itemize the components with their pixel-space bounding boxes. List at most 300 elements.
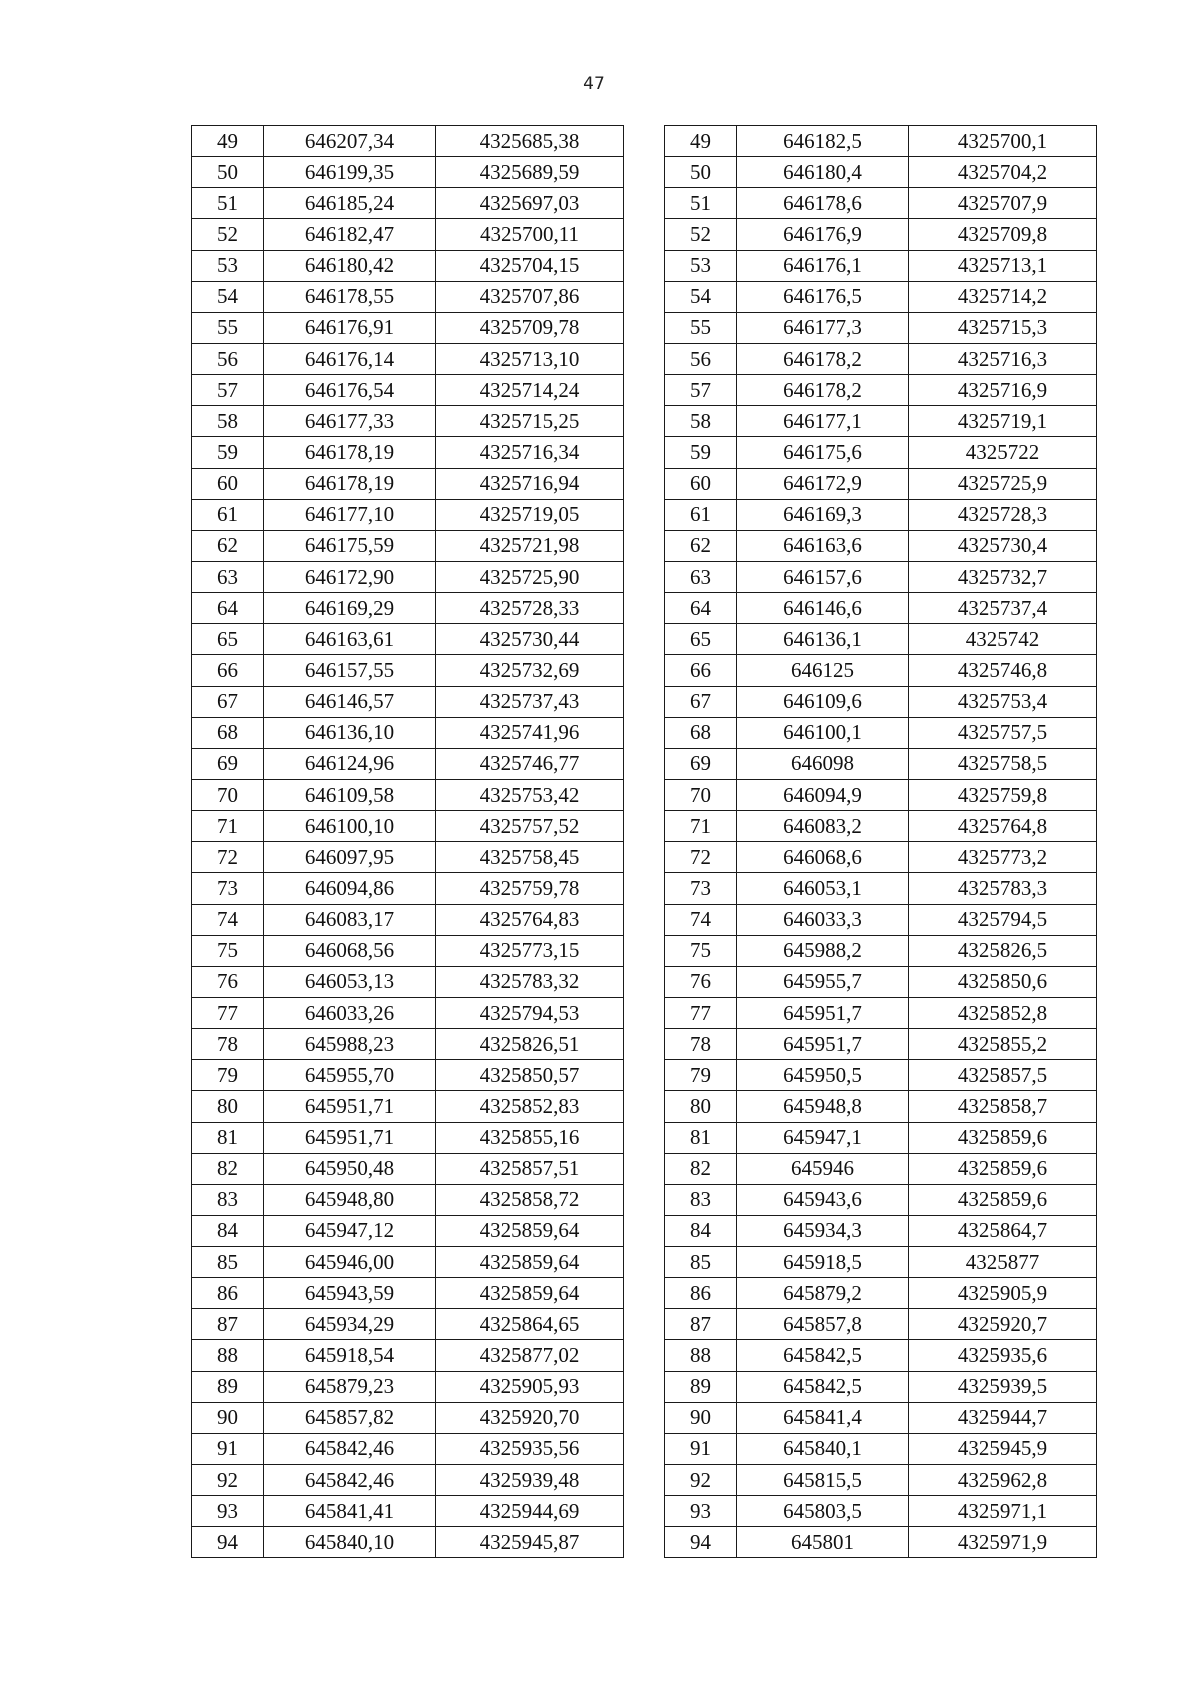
point-number-cell: 81	[665, 1122, 737, 1153]
point-number-cell: 51	[665, 188, 737, 219]
table-row	[665, 1496, 1097, 1527]
x-coordinate-cell: 645947,12	[264, 1215, 436, 1246]
right-coordinates-table	[664, 125, 1097, 1558]
point-number-cell: 74	[665, 904, 737, 935]
table-row	[192, 468, 624, 499]
table-row	[665, 811, 1097, 842]
point-number-cell: 89	[192, 1371, 264, 1402]
y-coordinate-cell: 4325858,72	[436, 1184, 624, 1215]
y-coordinate-cell: 4325715,3	[909, 312, 1097, 343]
y-coordinate-cell: 4325732,69	[436, 655, 624, 686]
point-number-cell: 53	[665, 250, 737, 281]
point-number-cell: 80	[665, 1091, 737, 1122]
y-coordinate-cell: 4325759,78	[436, 873, 624, 904]
x-coordinate-cell: 646177,3	[737, 312, 909, 343]
table-row	[192, 1527, 624, 1558]
point-number-cell: 75	[665, 935, 737, 966]
table-row	[192, 343, 624, 374]
point-number-cell: 94	[192, 1527, 264, 1558]
y-coordinate-cell: 4325709,8	[909, 219, 1097, 250]
y-coordinate-cell: 4325855,16	[436, 1122, 624, 1153]
point-number-cell: 60	[192, 468, 264, 499]
point-number-cell: 93	[665, 1496, 737, 1527]
point-number-cell: 49	[665, 126, 737, 157]
y-coordinate-cell: 4325700,1	[909, 126, 1097, 157]
table-row	[192, 1309, 624, 1340]
x-coordinate-cell: 646172,90	[264, 561, 436, 592]
table-row	[192, 312, 624, 343]
table-row	[665, 1309, 1097, 1340]
table-row	[192, 997, 624, 1028]
table-row	[665, 842, 1097, 873]
point-number-cell: 65	[665, 624, 737, 655]
table-row	[192, 842, 624, 873]
x-coordinate-cell: 646100,1	[737, 717, 909, 748]
table-row	[192, 1122, 624, 1153]
y-coordinate-cell: 4325971,9	[909, 1527, 1097, 1558]
table-row	[192, 1091, 624, 1122]
table-row	[665, 157, 1097, 188]
x-coordinate-cell: 645842,46	[264, 1465, 436, 1496]
point-number-cell: 85	[192, 1247, 264, 1278]
point-number-cell: 59	[665, 437, 737, 468]
x-coordinate-cell: 646180,4	[737, 157, 909, 188]
x-coordinate-cell: 646033,26	[264, 997, 436, 1028]
x-coordinate-cell: 645857,82	[264, 1402, 436, 1433]
table-row	[665, 312, 1097, 343]
y-coordinate-cell: 4325715,25	[436, 406, 624, 437]
point-number-cell: 82	[192, 1153, 264, 1184]
y-coordinate-cell: 4325719,05	[436, 499, 624, 530]
table-row	[665, 1060, 1097, 1091]
x-coordinate-cell: 646176,9	[737, 219, 909, 250]
y-coordinate-cell: 4325713,10	[436, 343, 624, 374]
table-row	[192, 904, 624, 935]
x-coordinate-cell: 645842,46	[264, 1433, 436, 1464]
point-number-cell: 56	[665, 343, 737, 374]
x-coordinate-cell: 646178,55	[264, 281, 436, 312]
table-row	[192, 1433, 624, 1464]
point-number-cell: 65	[192, 624, 264, 655]
table-row	[665, 997, 1097, 1028]
table-row	[192, 1029, 624, 1060]
x-coordinate-cell: 646053,13	[264, 966, 436, 997]
point-number-cell: 66	[192, 655, 264, 686]
y-coordinate-cell: 4325945,9	[909, 1433, 1097, 1464]
point-number-cell: 50	[192, 157, 264, 188]
point-number-cell: 76	[192, 966, 264, 997]
x-coordinate-cell: 646068,56	[264, 935, 436, 966]
y-coordinate-cell: 4325725,90	[436, 561, 624, 592]
x-coordinate-cell: 646185,24	[264, 188, 436, 219]
x-coordinate-cell: 646178,19	[264, 468, 436, 499]
table-row	[192, 748, 624, 779]
table-row	[665, 717, 1097, 748]
y-coordinate-cell: 4325855,2	[909, 1029, 1097, 1060]
point-number-cell: 73	[192, 873, 264, 904]
y-coordinate-cell: 4325753,42	[436, 779, 624, 810]
y-coordinate-cell: 4325707,86	[436, 281, 624, 312]
point-number-cell: 83	[192, 1184, 264, 1215]
table-row	[665, 1402, 1097, 1433]
x-coordinate-cell: 646178,2	[737, 343, 909, 374]
y-coordinate-cell: 4325722	[909, 437, 1097, 468]
x-coordinate-cell: 646182,47	[264, 219, 436, 250]
point-number-cell: 63	[192, 561, 264, 592]
x-coordinate-cell: 646169,29	[264, 593, 436, 624]
y-coordinate-cell: 4325920,7	[909, 1309, 1097, 1340]
x-coordinate-cell: 645951,7	[737, 997, 909, 1028]
table-row	[192, 935, 624, 966]
table-row	[665, 1091, 1097, 1122]
point-number-cell: 88	[192, 1340, 264, 1371]
y-coordinate-cell: 4325783,3	[909, 873, 1097, 904]
y-coordinate-cell: 4325905,93	[436, 1371, 624, 1402]
x-coordinate-cell: 646180,42	[264, 250, 436, 281]
table-row	[665, 1247, 1097, 1278]
table-row	[192, 686, 624, 717]
left-table-body	[192, 126, 624, 1558]
table-row	[665, 219, 1097, 250]
table-row	[192, 1184, 624, 1215]
table-row	[665, 686, 1097, 717]
x-coordinate-cell: 646177,1	[737, 406, 909, 437]
table-row	[665, 1371, 1097, 1402]
table-row	[665, 1215, 1097, 1246]
y-coordinate-cell: 4325742	[909, 624, 1097, 655]
point-number-cell: 64	[665, 593, 737, 624]
table-row	[192, 1340, 624, 1371]
table-row	[665, 1184, 1097, 1215]
point-number-cell: 58	[192, 406, 264, 437]
y-coordinate-cell: 4325725,9	[909, 468, 1097, 499]
point-number-cell: 84	[665, 1215, 737, 1246]
table-row	[192, 655, 624, 686]
y-coordinate-cell: 4325709,78	[436, 312, 624, 343]
table-row	[192, 561, 624, 592]
point-number-cell: 76	[665, 966, 737, 997]
point-number-cell: 93	[192, 1496, 264, 1527]
table-row	[665, 250, 1097, 281]
point-number-cell: 73	[665, 873, 737, 904]
y-coordinate-cell: 4325719,1	[909, 406, 1097, 437]
point-number-cell: 52	[192, 219, 264, 250]
table-row	[192, 406, 624, 437]
x-coordinate-cell: 646124,96	[264, 748, 436, 779]
right-table-body	[665, 126, 1097, 1558]
left-coordinates-table	[191, 125, 624, 1558]
x-coordinate-cell: 646177,33	[264, 406, 436, 437]
table-row	[192, 530, 624, 561]
x-coordinate-cell: 646178,2	[737, 375, 909, 406]
y-coordinate-cell: 4325689,59	[436, 157, 624, 188]
point-number-cell: 67	[192, 686, 264, 717]
table-row	[192, 811, 624, 842]
x-coordinate-cell: 646094,86	[264, 873, 436, 904]
y-coordinate-cell: 4325857,51	[436, 1153, 624, 1184]
point-number-cell: 91	[192, 1433, 264, 1464]
point-number-cell: 78	[192, 1029, 264, 1060]
x-coordinate-cell: 646172,9	[737, 468, 909, 499]
point-number-cell: 79	[665, 1060, 737, 1091]
point-number-cell: 60	[665, 468, 737, 499]
y-coordinate-cell: 4325716,3	[909, 343, 1097, 374]
y-coordinate-cell: 4325732,7	[909, 561, 1097, 592]
y-coordinate-cell: 4325877	[909, 1247, 1097, 1278]
point-number-cell: 67	[665, 686, 737, 717]
point-number-cell: 62	[192, 530, 264, 561]
x-coordinate-cell: 645951,71	[264, 1122, 436, 1153]
y-coordinate-cell: 4325962,8	[909, 1465, 1097, 1496]
y-coordinate-cell: 4325716,94	[436, 468, 624, 499]
point-number-cell: 75	[192, 935, 264, 966]
y-coordinate-cell: 4325737,4	[909, 593, 1097, 624]
point-number-cell: 92	[192, 1465, 264, 1496]
point-number-cell: 91	[665, 1433, 737, 1464]
y-coordinate-cell: 4325704,15	[436, 250, 624, 281]
point-number-cell: 68	[192, 717, 264, 748]
y-coordinate-cell: 4325857,5	[909, 1060, 1097, 1091]
table-row	[665, 593, 1097, 624]
x-coordinate-cell: 645918,54	[264, 1340, 436, 1371]
y-coordinate-cell: 4325935,6	[909, 1340, 1097, 1371]
x-coordinate-cell: 645803,5	[737, 1496, 909, 1527]
table-row	[192, 873, 624, 904]
point-number-cell: 71	[192, 811, 264, 842]
x-coordinate-cell: 645951,7	[737, 1029, 909, 1060]
point-number-cell: 77	[665, 997, 737, 1028]
point-number-cell: 54	[665, 281, 737, 312]
table-row	[665, 281, 1097, 312]
table-row	[192, 1465, 624, 1496]
x-coordinate-cell: 645947,1	[737, 1122, 909, 1153]
x-coordinate-cell: 646083,2	[737, 811, 909, 842]
y-coordinate-cell: 4325944,7	[909, 1402, 1097, 1433]
point-number-cell: 56	[192, 343, 264, 374]
point-number-cell: 69	[192, 748, 264, 779]
x-coordinate-cell: 646176,1	[737, 250, 909, 281]
y-coordinate-cell: 4325759,8	[909, 779, 1097, 810]
x-coordinate-cell: 646136,1	[737, 624, 909, 655]
table-row	[665, 624, 1097, 655]
point-number-cell: 70	[192, 779, 264, 810]
table-row	[192, 624, 624, 655]
y-coordinate-cell: 4325905,9	[909, 1278, 1097, 1309]
point-number-cell: 70	[665, 779, 737, 810]
x-coordinate-cell: 646169,3	[737, 499, 909, 530]
table-row	[192, 126, 624, 157]
point-number-cell: 64	[192, 593, 264, 624]
x-coordinate-cell: 645841,4	[737, 1402, 909, 1433]
x-coordinate-cell: 646182,5	[737, 126, 909, 157]
x-coordinate-cell: 646163,61	[264, 624, 436, 655]
point-number-cell: 79	[192, 1060, 264, 1091]
y-coordinate-cell: 4325714,24	[436, 375, 624, 406]
point-number-cell: 63	[665, 561, 737, 592]
y-coordinate-cell: 4325764,83	[436, 904, 624, 935]
x-coordinate-cell: 646094,9	[737, 779, 909, 810]
point-number-cell: 72	[192, 842, 264, 873]
point-number-cell: 66	[665, 655, 737, 686]
x-coordinate-cell: 645840,10	[264, 1527, 436, 1558]
x-coordinate-cell: 645988,2	[737, 935, 909, 966]
table-row	[192, 499, 624, 530]
x-coordinate-cell: 645879,2	[737, 1278, 909, 1309]
y-coordinate-cell: 4325858,7	[909, 1091, 1097, 1122]
table-row	[192, 250, 624, 281]
point-number-cell: 87	[192, 1309, 264, 1340]
x-coordinate-cell: 645948,80	[264, 1184, 436, 1215]
table-row	[665, 748, 1097, 779]
point-number-cell: 61	[192, 499, 264, 530]
table-row	[192, 188, 624, 219]
point-number-cell: 58	[665, 406, 737, 437]
table-row	[192, 375, 624, 406]
table-row	[665, 343, 1097, 374]
y-coordinate-cell: 4325728,33	[436, 593, 624, 624]
x-coordinate-cell: 645946	[737, 1153, 909, 1184]
x-coordinate-cell: 645943,6	[737, 1184, 909, 1215]
y-coordinate-cell: 4325707,9	[909, 188, 1097, 219]
point-number-cell: 50	[665, 157, 737, 188]
y-coordinate-cell: 4325783,32	[436, 966, 624, 997]
table-row	[665, 126, 1097, 157]
table-row	[192, 966, 624, 997]
x-coordinate-cell: 645950,5	[737, 1060, 909, 1091]
table-row	[665, 1153, 1097, 1184]
y-coordinate-cell: 4325685,38	[436, 126, 624, 157]
y-coordinate-cell: 4325850,6	[909, 966, 1097, 997]
y-coordinate-cell: 4325757,52	[436, 811, 624, 842]
x-coordinate-cell: 646109,58	[264, 779, 436, 810]
x-coordinate-cell: 645842,5	[737, 1340, 909, 1371]
y-coordinate-cell: 4325704,2	[909, 157, 1097, 188]
x-coordinate-cell: 645841,41	[264, 1496, 436, 1527]
table-row	[665, 530, 1097, 561]
y-coordinate-cell: 4325850,57	[436, 1060, 624, 1091]
point-number-cell: 53	[192, 250, 264, 281]
point-number-cell: 61	[665, 499, 737, 530]
y-coordinate-cell: 4325971,1	[909, 1496, 1097, 1527]
x-coordinate-cell: 646109,6	[737, 686, 909, 717]
point-number-cell: 54	[192, 281, 264, 312]
table-row	[665, 375, 1097, 406]
x-coordinate-cell: 645815,5	[737, 1465, 909, 1496]
point-number-cell: 90	[192, 1402, 264, 1433]
table-row	[192, 1247, 624, 1278]
table-row	[192, 281, 624, 312]
y-coordinate-cell: 4325697,03	[436, 188, 624, 219]
y-coordinate-cell: 4325826,51	[436, 1029, 624, 1060]
x-coordinate-cell: 646178,6	[737, 188, 909, 219]
table-row	[192, 1153, 624, 1184]
x-coordinate-cell: 645840,1	[737, 1433, 909, 1464]
point-number-cell: 69	[665, 748, 737, 779]
x-coordinate-cell: 645943,59	[264, 1278, 436, 1309]
y-coordinate-cell: 4325852,8	[909, 997, 1097, 1028]
y-coordinate-cell: 4325730,44	[436, 624, 624, 655]
y-coordinate-cell: 4325716,9	[909, 375, 1097, 406]
y-coordinate-cell: 4325746,8	[909, 655, 1097, 686]
table-row	[665, 873, 1097, 904]
x-coordinate-cell: 645946,00	[264, 1247, 436, 1278]
table-row	[665, 1278, 1097, 1309]
table-row	[665, 655, 1097, 686]
point-number-cell: 82	[665, 1153, 737, 1184]
point-number-cell: 84	[192, 1215, 264, 1246]
table-row	[665, 1527, 1097, 1558]
x-coordinate-cell: 646097,95	[264, 842, 436, 873]
y-coordinate-cell: 4325700,11	[436, 219, 624, 250]
table-row	[192, 1496, 624, 1527]
y-coordinate-cell: 4325859,6	[909, 1184, 1097, 1215]
x-coordinate-cell: 646136,10	[264, 717, 436, 748]
table-row	[665, 468, 1097, 499]
y-coordinate-cell: 4325859,64	[436, 1215, 624, 1246]
x-coordinate-cell: 645951,71	[264, 1091, 436, 1122]
x-coordinate-cell: 646207,34	[264, 126, 436, 157]
point-number-cell: 52	[665, 219, 737, 250]
table-row	[192, 1371, 624, 1402]
x-coordinate-cell: 646146,6	[737, 593, 909, 624]
x-coordinate-cell: 645879,23	[264, 1371, 436, 1402]
y-coordinate-cell: 4325730,4	[909, 530, 1097, 561]
y-coordinate-cell: 4325794,53	[436, 997, 624, 1028]
y-coordinate-cell: 4325852,83	[436, 1091, 624, 1122]
y-coordinate-cell: 4325721,98	[436, 530, 624, 561]
y-coordinate-cell: 4325859,6	[909, 1122, 1097, 1153]
point-number-cell: 59	[192, 437, 264, 468]
x-coordinate-cell: 646176,5	[737, 281, 909, 312]
y-coordinate-cell: 4325757,5	[909, 717, 1097, 748]
point-number-cell: 55	[192, 312, 264, 343]
x-coordinate-cell: 646176,14	[264, 343, 436, 374]
y-coordinate-cell: 4325764,8	[909, 811, 1097, 842]
x-coordinate-cell: 645801	[737, 1527, 909, 1558]
y-coordinate-cell: 4325826,5	[909, 935, 1097, 966]
point-number-cell: 71	[665, 811, 737, 842]
table-row	[192, 779, 624, 810]
x-coordinate-cell: 646177,10	[264, 499, 436, 530]
table-row	[665, 1340, 1097, 1371]
table-row	[665, 935, 1097, 966]
x-coordinate-cell: 645918,5	[737, 1247, 909, 1278]
point-number-cell: 80	[192, 1091, 264, 1122]
point-number-cell: 90	[665, 1402, 737, 1433]
x-coordinate-cell: 646176,91	[264, 312, 436, 343]
table-row	[192, 593, 624, 624]
y-coordinate-cell: 4325741,96	[436, 717, 624, 748]
y-coordinate-cell: 4325773,2	[909, 842, 1097, 873]
x-coordinate-cell: 646033,3	[737, 904, 909, 935]
x-coordinate-cell: 645950,48	[264, 1153, 436, 1184]
y-coordinate-cell: 4325945,87	[436, 1527, 624, 1558]
x-coordinate-cell: 645934,29	[264, 1309, 436, 1340]
y-coordinate-cell: 4325773,15	[436, 935, 624, 966]
y-coordinate-cell: 4325939,48	[436, 1465, 624, 1496]
table-row	[192, 1402, 624, 1433]
y-coordinate-cell: 4325939,5	[909, 1371, 1097, 1402]
point-number-cell: 92	[665, 1465, 737, 1496]
table-row	[192, 1060, 624, 1091]
point-number-cell: 74	[192, 904, 264, 935]
y-coordinate-cell: 4325758,5	[909, 748, 1097, 779]
table-row	[665, 904, 1097, 935]
table-row	[192, 437, 624, 468]
x-coordinate-cell: 646199,35	[264, 157, 436, 188]
point-number-cell: 49	[192, 126, 264, 157]
point-number-cell: 55	[665, 312, 737, 343]
